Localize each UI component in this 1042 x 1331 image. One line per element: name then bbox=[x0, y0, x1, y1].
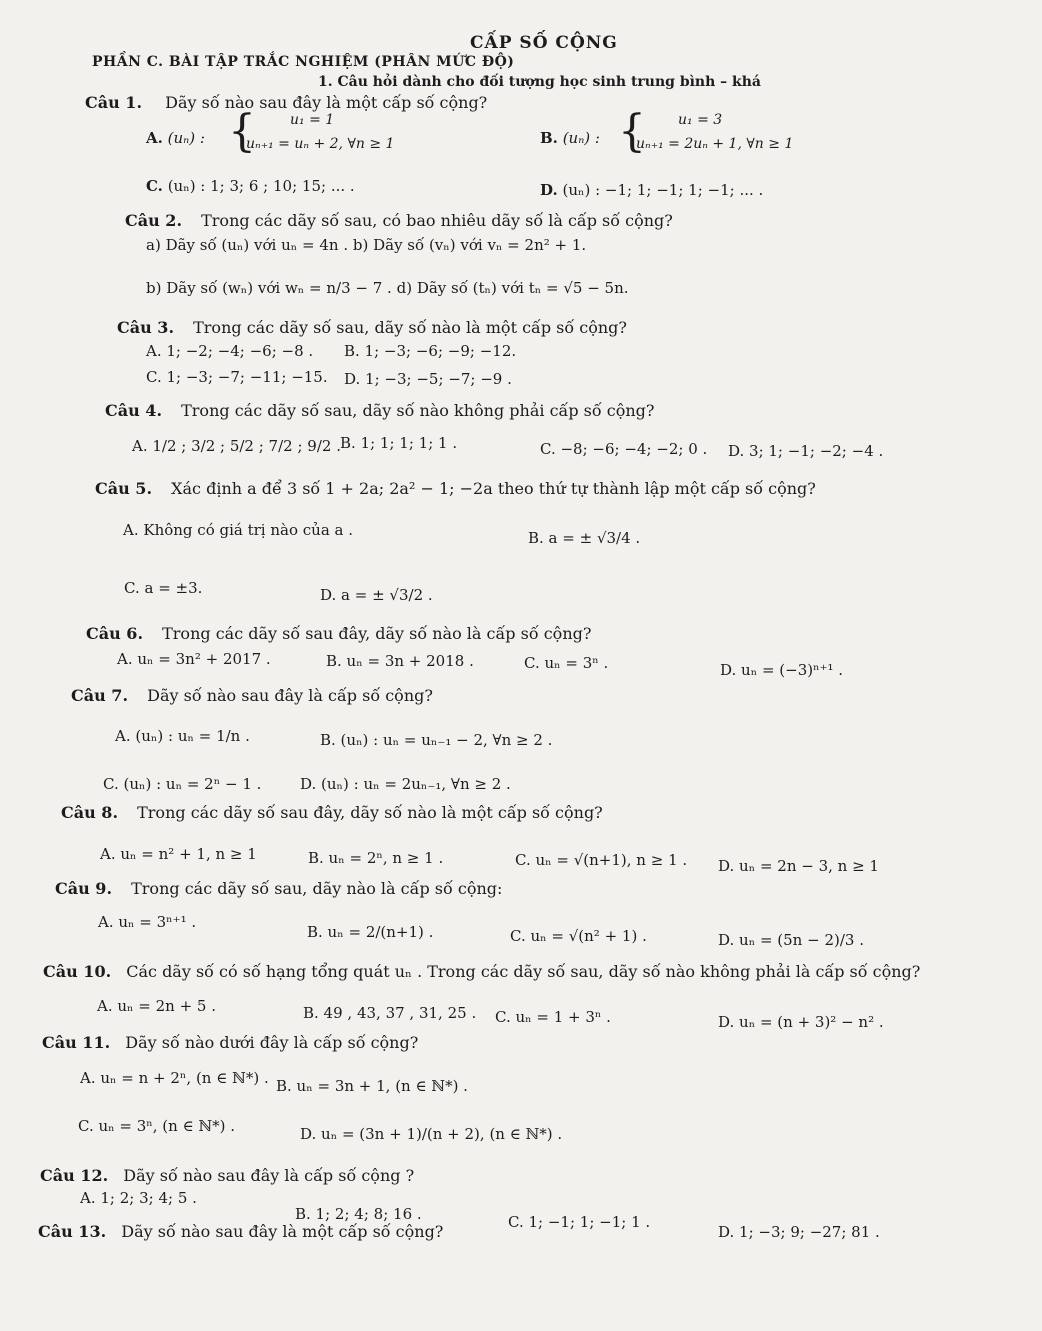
question-2 bbox=[125, 211, 673, 231]
question-text: Các dãy số có số hạng tổng quát uₙ . Trong các dãy số sau, dãy số nào không phải là cấp số cộng? bbox=[126, 962, 921, 981]
q12-option-d[interactable]: D. 1; −3; 9; −27; 81 . bbox=[718, 1223, 880, 1241]
system-line-2: uₙ₊₁ = 2uₙ + 1, ∀n ≥ 1 bbox=[636, 136, 794, 152]
q8-option-d[interactable]: D. uₙ = 2n − 3, n ≥ 1 bbox=[718, 857, 879, 875]
q11-option-a[interactable]: A. uₙ = n + 2ⁿ, (n ∈ ℕ*) . bbox=[80, 1069, 269, 1087]
q5-option-b[interactable]: B. a = ± √3/4 . bbox=[528, 529, 641, 547]
q11-option-c[interactable]: C. uₙ = 3ⁿ, (n ∈ ℕ*) . bbox=[78, 1117, 236, 1135]
q12-option-a[interactable]: A. 1; 2; 3; 4; 5 . bbox=[80, 1189, 197, 1207]
question-7 bbox=[71, 686, 433, 706]
q1-option-b-system bbox=[618, 106, 838, 160]
question-label: Câu 11. bbox=[42, 1033, 111, 1052]
q11-option-b[interactable]: B. uₙ = 3n + 1, (n ∈ ℕ*) . bbox=[276, 1077, 468, 1095]
q12-option-c[interactable]: C. 1; −1; 1; −1; 1 . bbox=[508, 1213, 651, 1231]
question-text: Xác định a để 3 số 1 + 2a; 2a² − 1; −2a theo thứ tự thành lập một cấp số cộng? bbox=[171, 479, 816, 498]
q4-option-c[interactable]: C. −8; −6; −4; −2; 0 . bbox=[540, 440, 708, 458]
part-heading: PHẦN C. BÀI TẬP TRẮC NGHIỆM (PHÂN MỨC ĐỘ) bbox=[92, 54, 515, 70]
question-text: Dãy số nào sau đây là cấp số cộng ? bbox=[123, 1166, 415, 1185]
option-label: B. bbox=[540, 129, 558, 147]
question-8 bbox=[61, 803, 603, 823]
q7-option-c[interactable]: C. (uₙ) : uₙ = 2ⁿ − 1 . bbox=[103, 775, 262, 793]
q4-option-b[interactable]: B. 1; 1; 1; 1; 1 . bbox=[340, 434, 458, 452]
q8-option-a[interactable]: A. uₙ = n² + 1, n ≥ 1 bbox=[100, 845, 257, 863]
option-label: A. bbox=[146, 129, 163, 147]
q9-option-d[interactable]: D. uₙ = (5n − 2)/3 . bbox=[718, 931, 864, 949]
question-4 bbox=[105, 401, 654, 421]
question-text: Dãy số nào sau đây là cấp số cộng? bbox=[147, 686, 433, 705]
question-text: Trong các dãy số sau, dãy số nào là một cấp số cộng? bbox=[193, 318, 627, 337]
question-text: Trong các dãy số sau đây, dãy số nào là cấp số cộng? bbox=[162, 624, 592, 643]
question-label: Câu 13. bbox=[38, 1222, 107, 1241]
question-text: Trong các dãy số sau, có bao nhiêu dãy số là cấp số cộng? bbox=[201, 211, 673, 230]
question-11 bbox=[42, 1033, 418, 1053]
question-6 bbox=[86, 624, 591, 644]
option-label: C. bbox=[146, 177, 163, 195]
q4-option-d[interactable]: D. 3; 1; −1; −2; −4 . bbox=[728, 442, 884, 460]
question-text: Trong các dãy số sau đây, dãy số nào là một cấp số cộng? bbox=[137, 803, 603, 822]
question-text: Dãy số nào sau đây là một cấp số cộng? bbox=[121, 1222, 444, 1241]
q12-option-b[interactable]: B. 1; 2; 4; 8; 16 . bbox=[295, 1205, 422, 1223]
question-text: Dãy số nào sau đây là một cấp số cộng? bbox=[165, 93, 488, 112]
q2-statement-ab: a) Dãy số (uₙ) với uₙ = 4n . b) Dãy số (vₙ) với vₙ = 2n² + 1. bbox=[146, 236, 587, 254]
system-line-1: u₁ = 1 bbox=[290, 112, 335, 128]
question-12 bbox=[40, 1166, 414, 1186]
question-5 bbox=[95, 479, 816, 499]
q7-option-b[interactable]: B. (uₙ) : uₙ = uₙ₋₁ − 2, ∀n ≥ 2 . bbox=[320, 731, 553, 749]
brace-icon: { bbox=[228, 106, 256, 157]
brace-icon: { bbox=[618, 106, 646, 157]
question-label: Câu 2. bbox=[125, 211, 183, 230]
q3-option-a[interactable]: A. 1; −2; −4; −6; −8 . bbox=[146, 342, 314, 360]
q10-option-b[interactable]: B. 49 , 43, 37 , 31, 25 . bbox=[303, 1004, 477, 1022]
system-line-2: uₙ₊₁ = uₙ + 2, ∀n ≥ 1 bbox=[246, 136, 395, 152]
q10-option-c[interactable]: C. uₙ = 1 + 3ⁿ . bbox=[495, 1008, 611, 1026]
option-seq-name: (uₙ) : bbox=[562, 129, 600, 147]
question-3 bbox=[117, 318, 627, 338]
option-seq-name: (uₙ) : bbox=[167, 129, 205, 147]
question-9 bbox=[55, 879, 502, 899]
q10-option-d[interactable]: D. uₙ = (n + 3)² − n² . bbox=[718, 1013, 884, 1031]
q5-option-d[interactable]: D. a = ± √3/2 . bbox=[320, 586, 433, 604]
q7-option-d[interactable]: D. (uₙ) : uₙ = 2uₙ₋₁, ∀n ≥ 2 . bbox=[300, 775, 511, 793]
question-10 bbox=[43, 962, 920, 982]
q4-option-a[interactable]: A. 1/2 ; 3/2 ; 5/2 ; 7/2 ; 9/2 . bbox=[132, 437, 341, 455]
q1-option-b[interactable] bbox=[540, 128, 600, 148]
q5-option-a[interactable]: A. Không có giá trị nào của a . bbox=[123, 521, 354, 539]
q3-option-b[interactable]: B. 1; −3; −6; −9; −12. bbox=[344, 342, 517, 360]
q9-option-c[interactable]: C. uₙ = √(n² + 1) . bbox=[510, 927, 647, 945]
q9-option-a[interactable]: A. uₙ = 3ⁿ⁺¹ . bbox=[98, 913, 197, 931]
q8-option-b[interactable]: B. uₙ = 2ⁿ, n ≥ 1 . bbox=[308, 849, 444, 867]
q6-option-a[interactable]: A. uₙ = 3n² + 2017 . bbox=[117, 650, 271, 668]
level-heading: 1. Câu hỏi dành cho đối tượng học sinh trung bình – khá bbox=[318, 74, 761, 90]
question-label: Câu 3. bbox=[117, 318, 175, 337]
question-label: Câu 10. bbox=[43, 962, 112, 981]
q1-option-a[interactable] bbox=[146, 128, 205, 148]
system-line-1: u₁ = 3 bbox=[678, 112, 723, 128]
q5-option-c[interactable]: C. a = ±3. bbox=[124, 579, 203, 597]
page-title: CẤP SỐ CỘNG bbox=[470, 33, 618, 53]
q10-option-a[interactable]: A. uₙ = 2n + 5 . bbox=[97, 997, 217, 1015]
q3-option-d[interactable]: D. 1; −3; −5; −7; −9 . bbox=[344, 370, 512, 388]
question-label: Câu 12. bbox=[40, 1166, 109, 1185]
question-label: Câu 5. bbox=[95, 479, 153, 498]
q9-option-b[interactable]: B. uₙ = 2/(n+1) . bbox=[307, 923, 434, 941]
question-label: Câu 4. bbox=[105, 401, 163, 420]
q6-option-c[interactable]: C. uₙ = 3ⁿ . bbox=[524, 654, 609, 672]
q1-option-a-system bbox=[228, 106, 448, 160]
q6-option-d[interactable]: D. uₙ = (−3)ⁿ⁺¹ . bbox=[720, 661, 844, 679]
question-label: Câu 9. bbox=[55, 879, 113, 898]
q3-option-c[interactable]: C. 1; −3; −7; −11; −15. bbox=[146, 368, 328, 386]
q1-option-d[interactable] bbox=[540, 180, 763, 200]
q1-option-c[interactable] bbox=[146, 176, 355, 196]
q2-statement-cd: b) Dãy số (wₙ) với wₙ = n/3 − 7 . d) Dãy số (tₙ) với tₙ = √5 − 5n. bbox=[146, 279, 629, 297]
question-label: Câu 1. bbox=[85, 93, 143, 112]
question-13 bbox=[38, 1222, 443, 1242]
option-label: D. bbox=[540, 181, 558, 199]
option-text: (uₙ) : 1; 3; 6 ; 10; 15; ... . bbox=[167, 177, 355, 195]
q6-option-b[interactable]: B. uₙ = 3n + 2018 . bbox=[326, 652, 474, 670]
option-text: (uₙ) : −1; 1; −1; 1; −1; ... . bbox=[562, 181, 764, 199]
question-text: Dãy số nào dưới đây là cấp số cộng? bbox=[125, 1033, 419, 1052]
question-text: Trong các dãy số sau, dãy nào là cấp số cộng: bbox=[131, 879, 503, 898]
q7-option-a[interactable]: A. (uₙ) : uₙ = 1/n . bbox=[115, 727, 250, 745]
question-label: Câu 6. bbox=[86, 624, 144, 643]
question-text: Trong các dãy số sau, dãy số nào không phải cấp số cộng? bbox=[181, 401, 655, 420]
question-label: Câu 8. bbox=[61, 803, 119, 822]
q11-option-d[interactable]: D. uₙ = (3n + 1)/(n + 2), (n ∈ ℕ*) . bbox=[300, 1125, 563, 1143]
question-label: Câu 7. bbox=[71, 686, 129, 705]
q8-option-c[interactable]: C. uₙ = √(n+1), n ≥ 1 . bbox=[515, 851, 688, 869]
